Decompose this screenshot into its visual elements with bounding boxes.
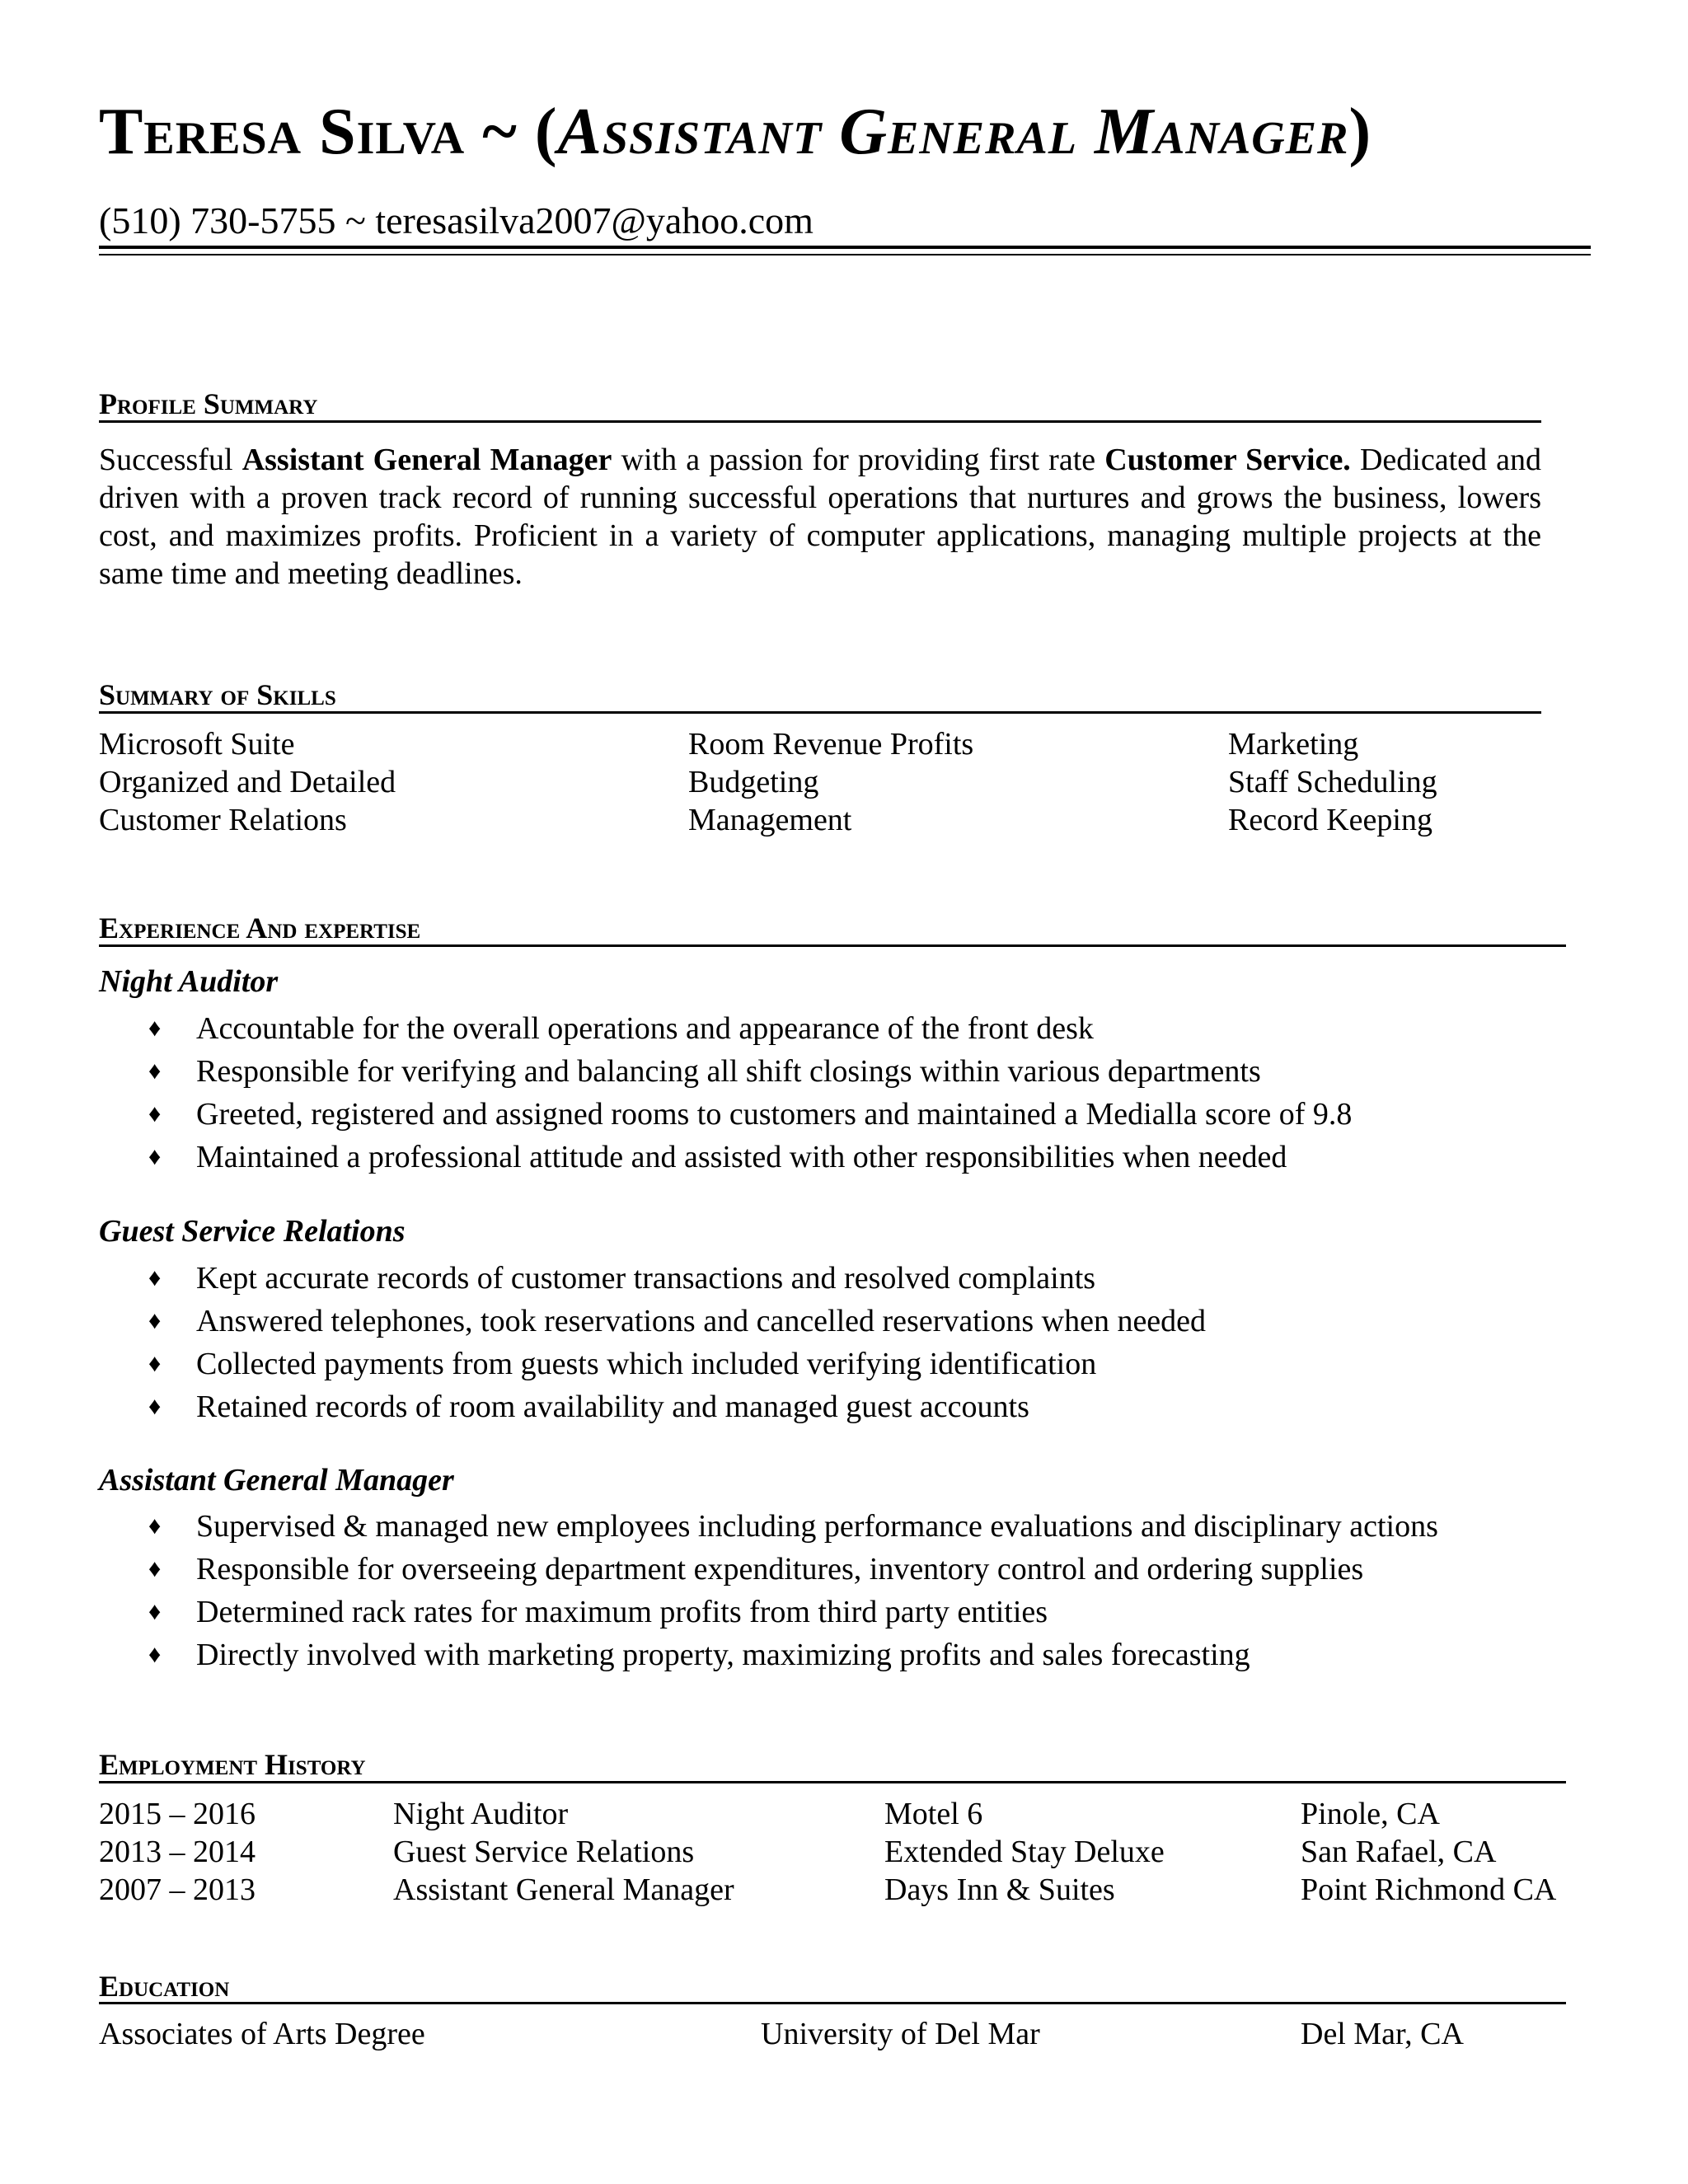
summary-text-1: Successful bbox=[99, 443, 242, 477]
title-close-paren: ) bbox=[1348, 96, 1372, 168]
diamond-bullet-icon: ♦ bbox=[148, 1057, 162, 1085]
list-item bbox=[148, 1050, 1352, 1093]
employment-table bbox=[99, 1795, 1591, 1909]
agm-bullets bbox=[148, 1505, 1438, 1676]
bullet-text: Greeted, registered and assigned rooms to customers and maintained a Medialla score of 9.8 bbox=[196, 1097, 1353, 1132]
diamond-bullet-icon: ♦ bbox=[148, 1598, 162, 1625]
candidate-title: Assistant General Manager bbox=[557, 96, 1349, 168]
skill-item: Marketing bbox=[1228, 727, 1359, 762]
skills-row bbox=[99, 725, 1541, 763]
bullet-text: Determined rack rates for maximum profits from third party entities bbox=[196, 1595, 1048, 1629]
table-row bbox=[99, 1795, 1591, 1833]
list-item bbox=[148, 1548, 1438, 1591]
summary-text-2: with a passion for providing first rate bbox=[612, 443, 1105, 477]
diamond-bullet-icon: ♦ bbox=[148, 1555, 162, 1582]
list-item bbox=[148, 1257, 1206, 1300]
name-separator: ~ bbox=[482, 96, 518, 168]
profile-summary-rule bbox=[99, 420, 1541, 423]
list-item bbox=[148, 1633, 1438, 1676]
contact-line bbox=[99, 199, 814, 241]
resume-header-name bbox=[99, 96, 1372, 168]
profile-summary-heading: Profile Summary bbox=[99, 387, 318, 420]
skill-item: Customer Relations bbox=[99, 803, 347, 837]
header-rule-thin bbox=[99, 254, 1591, 255]
employment-location: Pinole, CA bbox=[1301, 1797, 1440, 1831]
bullet-text: Kept accurate records of customer transactions and resolved complaints bbox=[196, 1261, 1096, 1296]
diamond-bullet-icon: ♦ bbox=[148, 1393, 162, 1420]
education-heading: Education bbox=[99, 1970, 230, 2003]
skills-row bbox=[99, 801, 1541, 839]
table-row bbox=[99, 1871, 1591, 1909]
employment-dates: 2013 – 2014 bbox=[99, 1835, 256, 1869]
employment-rule bbox=[99, 1781, 1566, 1783]
education-rule bbox=[99, 2002, 1566, 2004]
summary-text-3: Dedicated and driven with a proven track record of running successful operations that nurtures and grows the business, lowers cost, and maximizes profits. Proficient in a variety of computer applications, managing multiple projects at the same time and meeting deadlines. bbox=[99, 443, 1542, 591]
skills-rule bbox=[99, 711, 1541, 714]
bullet-text: Accountable for the overall operations and appearance of the front desk bbox=[196, 1011, 1094, 1046]
employment-role: Assistant General Manager bbox=[393, 1872, 734, 1907]
summary-bold-1: Assistant General Manager bbox=[241, 443, 612, 477]
email-address: teresasilva2007@yahoo.com bbox=[375, 199, 814, 241]
table-row bbox=[99, 1833, 1591, 1871]
candidate-name: Teresa Silva bbox=[99, 96, 466, 168]
skill-item: Budgeting bbox=[688, 765, 819, 799]
skill-item: Record Keeping bbox=[1228, 803, 1432, 837]
diamond-bullet-icon: ♦ bbox=[148, 1100, 162, 1127]
contact-separator: ~ bbox=[345, 199, 366, 241]
employment-employer: Days Inn & Suites bbox=[884, 1872, 1115, 1907]
night-auditor-bullets bbox=[148, 1007, 1352, 1179]
employment-dates: 2007 – 2013 bbox=[99, 1872, 256, 1907]
bullet-text: Responsible for verifying and balancing all shift closings within various departments bbox=[196, 1054, 1261, 1089]
bullet-text: Responsible for overseeing department expenditures, inventory control and ordering supplies bbox=[196, 1552, 1364, 1586]
diamond-bullet-icon: ♦ bbox=[148, 1143, 162, 1170]
education-location: Del Mar, CA bbox=[1301, 2017, 1464, 2051]
list-item bbox=[148, 1007, 1352, 1050]
diamond-bullet-icon: ♦ bbox=[148, 1264, 162, 1291]
bullet-text: Directly involved with marketing property, maximizing profits and sales forecasting bbox=[196, 1638, 1250, 1672]
list-item bbox=[148, 1385, 1206, 1428]
list-item bbox=[148, 1343, 1206, 1385]
experience-heading: Experience And expertise bbox=[99, 912, 421, 944]
employment-location: Point Richmond CA bbox=[1301, 1872, 1557, 1907]
role-title-guest-service: Guest Service Relations bbox=[99, 1214, 406, 1249]
education-school: University of Del Mar bbox=[761, 2017, 1040, 2051]
education-row bbox=[99, 2015, 1591, 2053]
employment-dates: 2015 – 2016 bbox=[99, 1797, 256, 1831]
header-rule-thick bbox=[99, 246, 1591, 249]
bullet-text: Answered telephones, took reservations and cancelled reservations when needed bbox=[196, 1304, 1207, 1338]
skills-heading: Summary of Skills bbox=[99, 678, 336, 711]
diamond-bullet-icon: ♦ bbox=[148, 1641, 162, 1668]
summary-bold-2: Customer Service. bbox=[1104, 443, 1351, 477]
diamond-bullet-icon: ♦ bbox=[148, 1350, 162, 1377]
skill-item: Staff Scheduling bbox=[1228, 765, 1437, 799]
skill-item: Management bbox=[688, 803, 852, 837]
list-item bbox=[148, 1136, 1352, 1179]
phone-number: (510) 730-5755 bbox=[99, 199, 336, 241]
education-degree: Associates of Arts Degree bbox=[99, 2017, 425, 2051]
role-title-night-auditor: Night Auditor bbox=[99, 964, 279, 999]
role-title-agm: Assistant General Manager bbox=[99, 1463, 454, 1497]
diamond-bullet-icon: ♦ bbox=[148, 1015, 162, 1042]
list-item bbox=[148, 1505, 1438, 1548]
employment-employer: Motel 6 bbox=[884, 1797, 983, 1831]
skills-grid bbox=[99, 725, 1541, 839]
bullet-text: Maintained a professional attitude and assisted with other responsibilities when needed bbox=[196, 1140, 1287, 1174]
list-item bbox=[148, 1093, 1352, 1136]
bullet-text: Supervised & managed new employees including performance evaluations and disciplinary actions bbox=[196, 1509, 1438, 1544]
skill-item: Room Revenue Profits bbox=[688, 727, 974, 762]
profile-summary-text bbox=[99, 441, 1541, 593]
employment-role: Night Auditor bbox=[393, 1797, 569, 1831]
employment-employer: Extended Stay Deluxe bbox=[884, 1835, 1165, 1869]
bullet-text: Collected payments from guests which included verifying identification bbox=[196, 1347, 1097, 1381]
title-open-paren: ( bbox=[534, 96, 558, 168]
skills-row bbox=[99, 763, 1541, 801]
list-item bbox=[148, 1591, 1438, 1633]
employment-location: San Rafael, CA bbox=[1301, 1835, 1497, 1869]
skill-item: Organized and Detailed bbox=[99, 765, 396, 799]
diamond-bullet-icon: ♦ bbox=[148, 1512, 162, 1540]
guest-service-bullets bbox=[148, 1257, 1206, 1428]
experience-rule bbox=[99, 944, 1566, 947]
diamond-bullet-icon: ♦ bbox=[148, 1307, 162, 1334]
employment-role: Guest Service Relations bbox=[393, 1835, 695, 1869]
skill-item: Microsoft Suite bbox=[99, 727, 295, 762]
bullet-text: Retained records of room availability and managed guest accounts bbox=[196, 1390, 1029, 1424]
list-item bbox=[148, 1300, 1206, 1343]
employment-heading: Employment History bbox=[99, 1748, 366, 1781]
